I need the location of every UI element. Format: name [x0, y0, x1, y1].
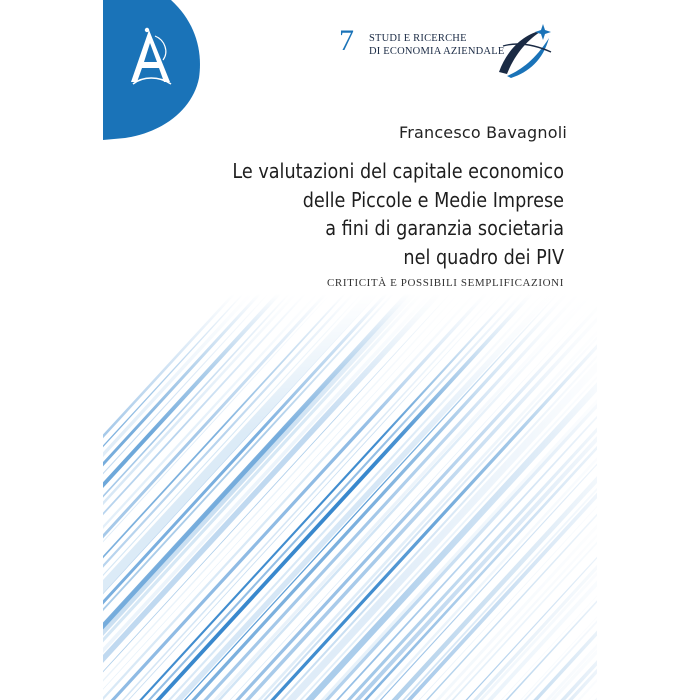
book-cover [103, 0, 597, 700]
series-number: 7 [339, 24, 354, 57]
corner-blue-shape [103, 0, 203, 140]
series-name-line-1: STUDI E RICERCHE [369, 33, 467, 44]
title-line-2: delle Piccole e Medie Imprese [302, 187, 564, 212]
title-line-4: nel quadro dei PIV [403, 244, 564, 269]
swoosh-star-icon [493, 20, 555, 82]
title-line-1: Le valutazioni del capitale economico [232, 159, 565, 183]
book-subtitle: CRITICITÀ E POSSIBILI SEMPLIFICAZIONI [326, 277, 564, 289]
author-name: Francesco Bavagnoli [398, 123, 567, 142]
series-name-line-2: DI ECONOMIA AZIENDALE [369, 46, 505, 57]
book-title [220, 157, 564, 271]
series-name [369, 32, 504, 58]
title-line-3: a fini di garanzia societaria [325, 216, 564, 240]
